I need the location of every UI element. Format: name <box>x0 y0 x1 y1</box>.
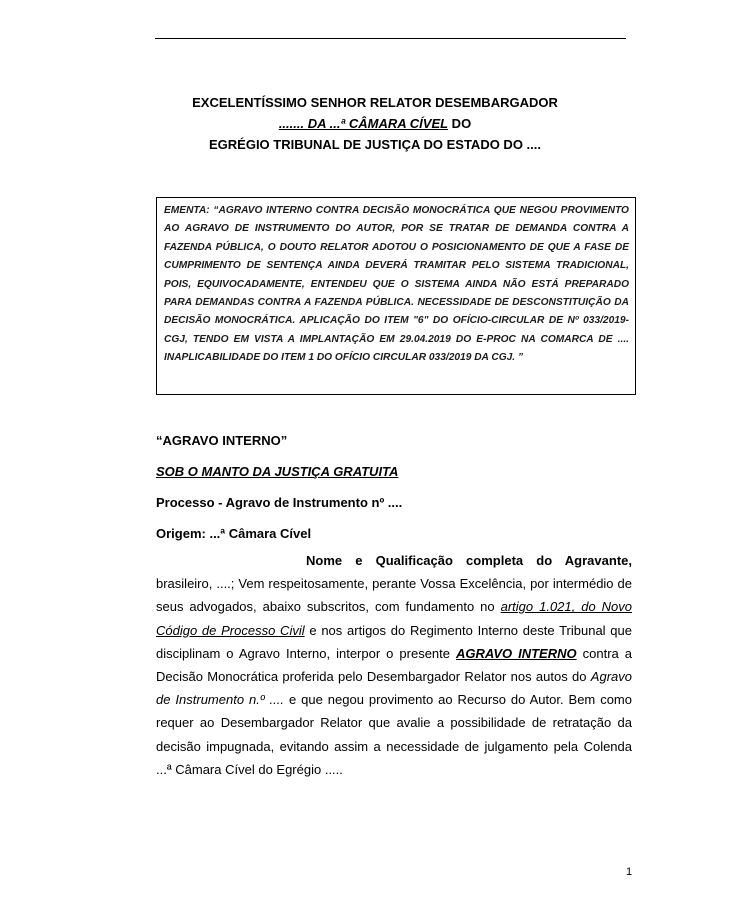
body-text-2: e nos artigos do Regimento Interno deste Tribunal que disciplinam o Agravo Interno, interpor o presente <box>156 622 632 661</box>
body-text-3: contra a Decisão Monocrática proferida pelo Desembargador Relator nos autos do <box>156 645 632 685</box>
agravante-name: Nome e Qualificação completa do Agravante, <box>306 553 632 568</box>
body-text-1: brasileiro, ....; Vem respeitosamente, perante Vossa Excelência, por intermédio de seus advogados, abaixo subscritos, com fundamento no <box>156 576 632 615</box>
ementa-text: EMENTA: “AGRAVO INTERNO CONTRA DECISÃO MONOCRÁTICA QUE NEGOU PROVIMENTO AO AGRAVO DE INSTRUMENTO DO AUTOR, POR SE TRATAR DE DEMANDA CONTRA A FAZENDA PÚBLICA, O DOUTO RELATOR ADOTOU O POSICIONAMENTO DE QUE A FASE DE CUMPRIMENTO DE SENTENÇA AINDA DEVERÁ TRAMITAR PELO SISTEMA TRADICIONAL, POIS, EQUIVOCADAMENTE, ENTENDEU QUE O SISTEMA AINDA NÃO ESTÁ PREPARADO PARA DEMANDAS CONTRA A FAZENDA PÚBLICA. NECESSIDADE DE DESCONSTITUIÇÃO DA DECISÃO MONOCRÁTICA. APLICAÇÃO DO ITEM "6" DO OFÍCIO-CIRCULAR DE Nº 033/2019-CGJ, TENDO EM VISTA A IMPLANTAÇÃO EM 29.04.2019 DO E-PROC NA COMARCA DE .... INAPLICABILIDADE DO ITEM 1 DO OFÍCIO CIRCULAR 033/2019 DA CGJ. ” <box>164 205 629 364</box>
address-camara: ....... DA ...ª CÂMARA CÍVEL <box>278 116 449 131</box>
address-line-2-tail: DO <box>448 116 472 131</box>
address-line-3: EGRÉGIO TRIBUNAL DE JUSTIÇA DO ESTADO DO .... <box>208 137 541 152</box>
origem-line: Origem: ...ª Câmara Cível <box>156 526 312 541</box>
artigo-reference: artigo 1.021, do Novo Código de Processo Civil <box>156 599 632 638</box>
petition-paragraph <box>156 549 632 781</box>
document-title: “AGRAVO INTERNO” <box>156 433 288 448</box>
page-number: 1 <box>626 866 633 878</box>
agravo-instrumento-reference: Agravo de Instrumento n.º .... <box>156 669 632 708</box>
body-text-4: e que negou provimento ao Recurso do Autor. Bem como requer ao Desembargador Relator que avalie a possibilidade de retratação da decisão impugnada, evitando assim a necessidade de julgamento pela Colenda ...ª Câmara Cível do Egrégio ..... <box>156 692 632 777</box>
gratuita-notice: SOB O MANTO DA JUSTIÇA GRATUITA <box>156 464 399 479</box>
header-rule <box>155 38 626 39</box>
address-block <box>0 92 750 155</box>
agravo-interno-emphasis: AGRAVO INTERNO <box>456 645 577 661</box>
address-line-1: EXCELENTÍSSIMO SENHOR RELATOR DESEMBARGADOR <box>192 95 558 110</box>
processo-line: Processo - Agravo de Instrumento nº .... <box>156 495 403 510</box>
address-line-2 <box>0 113 750 134</box>
ementa-box <box>156 197 636 395</box>
